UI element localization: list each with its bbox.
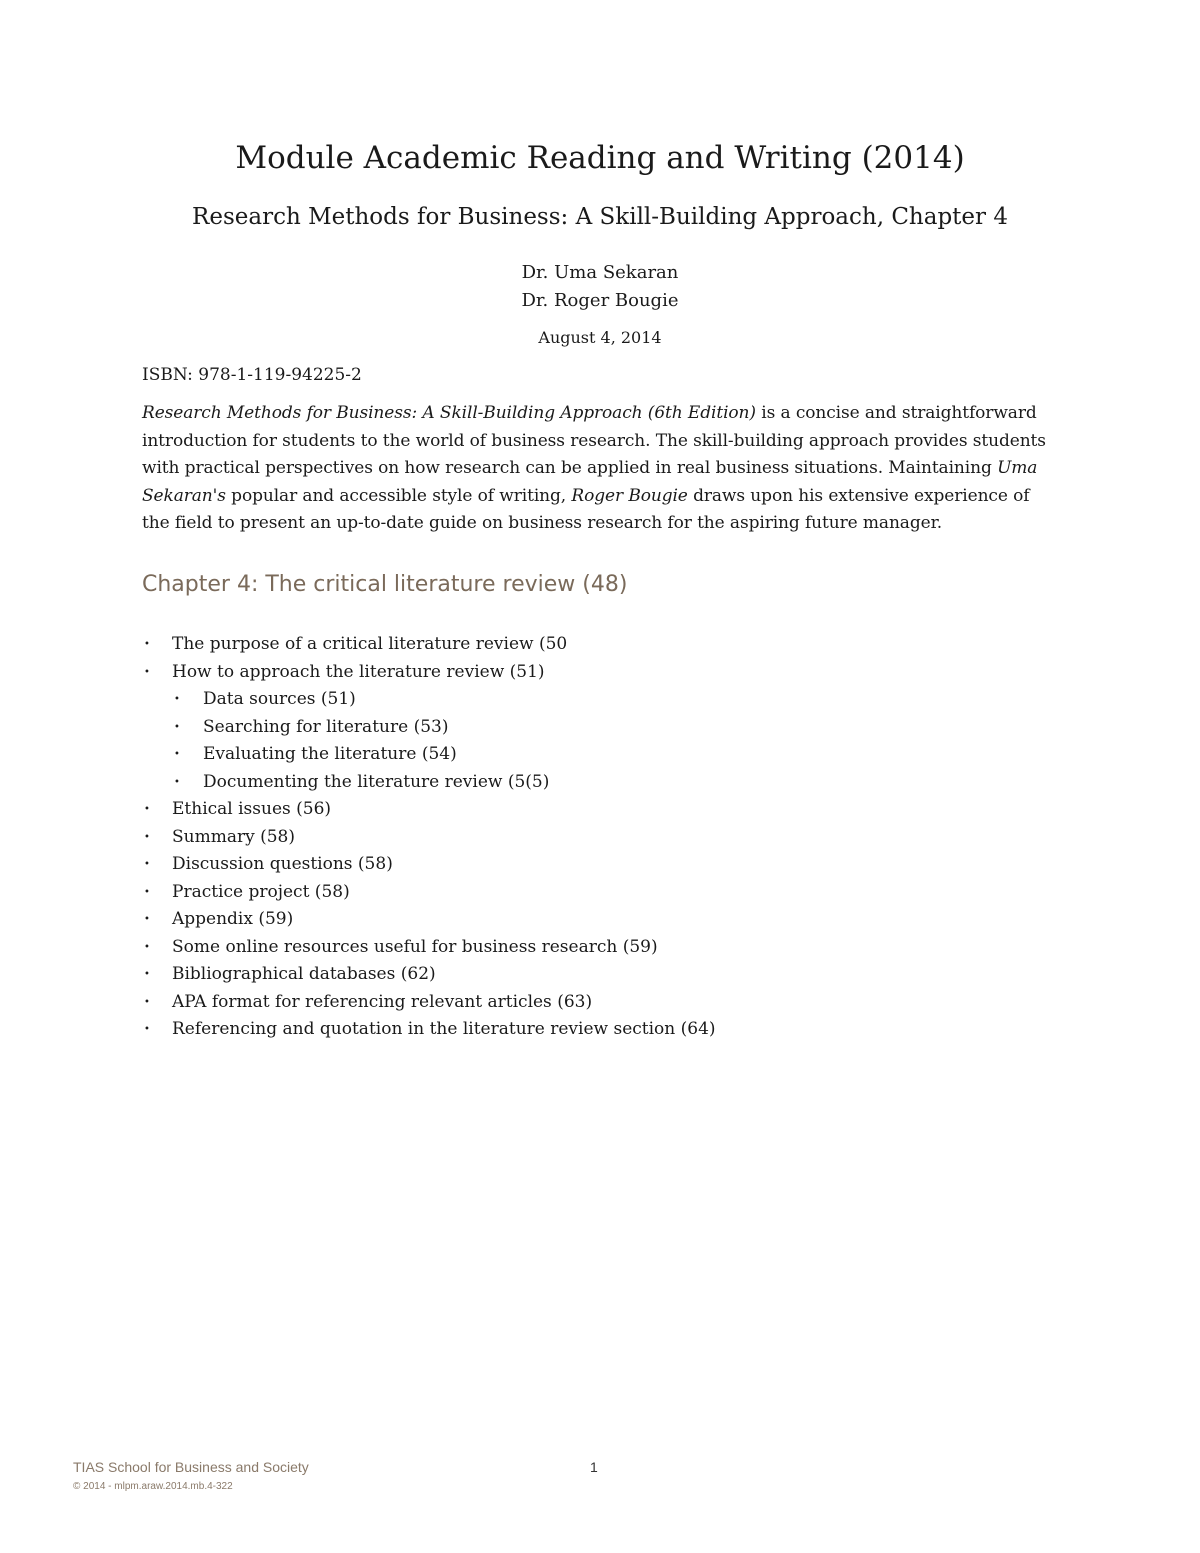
toc-item bbox=[142, 879, 1042, 907]
publication-date: August 4, 2014 bbox=[538, 328, 662, 347]
intro-text: popular and accessible style of writing, bbox=[225, 485, 572, 506]
footer-organization: TIAS School for Business and Society bbox=[73, 1459, 309, 1475]
bullet-icon: • bbox=[144, 804, 150, 815]
footer-copyright: © 2014 - mlpm.araw.2014.mb.4-322 bbox=[73, 1481, 233, 1492]
toc-item-text: Summary (58) bbox=[172, 826, 296, 847]
toc-item-text: APA format for referencing relevant articles (63) bbox=[172, 991, 593, 1012]
chapter-heading: Chapter 4: The critical literature review (48) bbox=[142, 572, 628, 597]
author-name: Dr. Roger Bougie bbox=[521, 290, 679, 311]
toc-item bbox=[142, 824, 1042, 852]
intro-text: is a concise and straightforward introduction for students to the world of business research. The skill-building approach provides students with practical perspectives on how research can be applied in real business situations. Maintaining bbox=[142, 403, 1046, 479]
bullet-icon: • bbox=[144, 1024, 150, 1035]
toc-subitem bbox=[142, 714, 1042, 742]
toc-item-text: The purpose of a critical literature review (50 bbox=[172, 634, 568, 654]
toc-item-text: Practice project (58) bbox=[172, 881, 350, 902]
toc-item bbox=[142, 989, 1042, 1017]
toc-item-text: Discussion questions (58) bbox=[172, 854, 393, 874]
toc-item-text: Some online resources useful for business research (59) bbox=[172, 936, 658, 957]
isbn: ISBN: 978-1-119-94225-2 bbox=[142, 365, 362, 385]
toc-item-text: Bibliographical databases (62) bbox=[172, 964, 436, 984]
toc-item bbox=[142, 851, 1042, 879]
toc-item-text: Data sources (51) bbox=[203, 689, 356, 709]
toc-item-text: Referencing and quotation in the literature review section (64) bbox=[172, 1019, 716, 1039]
bullet-icon: • bbox=[144, 886, 150, 898]
bullet-icon: • bbox=[144, 859, 150, 870]
bullet-icon: • bbox=[144, 969, 150, 980]
author-italic: Roger Bougie bbox=[571, 485, 688, 506]
document-title: Module Academic Reading and Writing (2014) bbox=[235, 140, 965, 176]
table-of-contents bbox=[142, 631, 1042, 1044]
toc-item bbox=[142, 631, 1042, 659]
author-name: Dr. Uma Sekaran bbox=[521, 262, 679, 283]
author-list bbox=[0, 259, 1200, 315]
bullet-icon: • bbox=[174, 694, 180, 705]
toc-item bbox=[142, 934, 1042, 962]
toc-item bbox=[142, 796, 1042, 824]
toc-item-text: How to approach the literature review (51) bbox=[172, 661, 545, 682]
book-title-italic: Research Methods for Business: A Skill-Building Approach (6th Edition) bbox=[142, 403, 756, 423]
author-italic: Uma Sekaran's bbox=[142, 458, 1038, 506]
toc-subitem bbox=[142, 741, 1042, 769]
bullet-icon: • bbox=[174, 721, 180, 733]
bullet-icon: • bbox=[144, 941, 150, 953]
bullet-icon: • bbox=[144, 639, 150, 650]
toc-item bbox=[142, 906, 1042, 934]
toc-subitem bbox=[142, 769, 1042, 797]
bullet-icon: • bbox=[174, 776, 180, 788]
bullet-icon: • bbox=[144, 831, 150, 843]
toc-item bbox=[142, 659, 1042, 687]
page-number: 1 bbox=[590, 1459, 598, 1475]
bullet-icon: • bbox=[144, 914, 150, 925]
toc-item-text: Ethical issues (56) bbox=[172, 799, 332, 819]
toc-item bbox=[142, 961, 1042, 989]
toc-item-text: Searching for literature (53) bbox=[203, 716, 449, 737]
intro-paragraph bbox=[142, 400, 1062, 538]
toc-item bbox=[142, 1016, 1042, 1044]
toc-item-text: Evaluating the literature (54) bbox=[203, 744, 457, 764]
toc-item-text: Documenting the literature review (5(5) bbox=[203, 771, 550, 792]
document-subtitle: Research Methods for Business: A Skill-Building Approach, Chapter 4 bbox=[192, 204, 1008, 230]
toc-subitem bbox=[142, 686, 1042, 714]
bullet-icon: • bbox=[144, 666, 150, 678]
bullet-icon: • bbox=[174, 749, 180, 760]
toc-item-text: Appendix (59) bbox=[172, 909, 294, 929]
intro-text: draws upon his extensive experience of the field to present an up-to-date guide on business research for the aspiring future manager. bbox=[142, 485, 1030, 534]
bullet-icon: • bbox=[144, 996, 150, 1008]
